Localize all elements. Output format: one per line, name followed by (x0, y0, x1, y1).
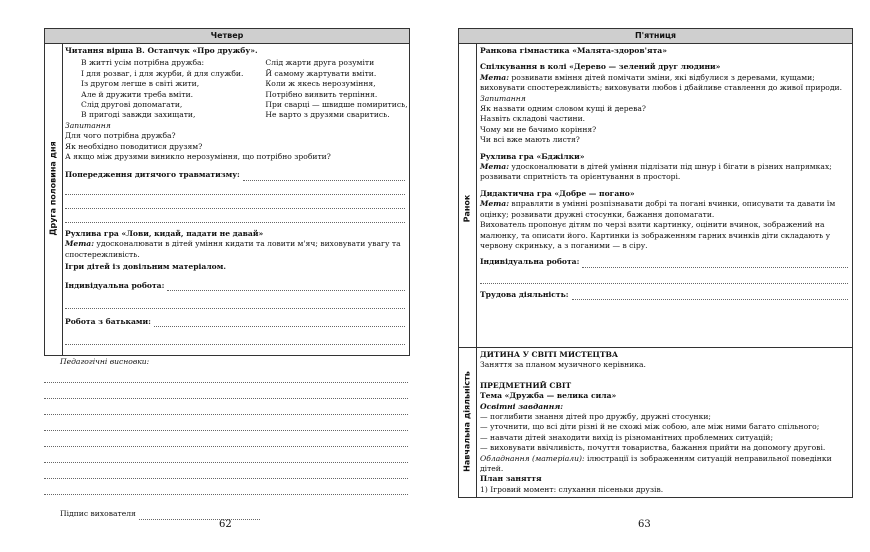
question: Для чого потрібна дружба? (65, 131, 176, 141)
bees-goal (480, 162, 848, 183)
goal-text: вправляти в умінні розпізнавати добрі та погані вчинки, описувати та давати їм оцінку; розвивати дружні стосунки, бажання допомагати. (480, 199, 836, 219)
goal-text: розвивати вміння дітей помічати зміни, які відбулися з деревами, кущами; виховувати спостережливість; виховувати любов і дбайливе ставлення до живої природи. (480, 72, 843, 93)
poem-line: В пригоді завжди захищати, (81, 110, 196, 120)
day-header-friday: П'ятниця (459, 29, 852, 44)
poem-column-2 (265, 58, 407, 120)
friday-table (458, 28, 853, 498)
dotted-line[interactable] (44, 405, 408, 415)
goal-text: удосконалювати в дітей уміння кидати та ловити м'яч; виховувати увагу та спостережливість. (65, 239, 401, 259)
didactic-title: Дидактична гра «Добре — погано» (480, 188, 635, 198)
dotted-line[interactable] (65, 199, 405, 209)
dotted-line[interactable] (44, 421, 408, 431)
thursday-table (44, 28, 410, 356)
morning-label-cell (459, 44, 477, 374)
gymnastics-title: Ранкова гімнастика «Малята-здоров'ята» (480, 46, 667, 55)
task: — уточнити, що всі діти різні й не схожі між собою, але між ними багато спільного; (480, 422, 820, 432)
question: Як необхідно поводитися друзям? (65, 141, 203, 151)
dotted-line[interactable] (44, 373, 408, 383)
poem-line: Не варто з друзями сваритись. (265, 110, 390, 120)
question: А якщо між друзями виникло нерозуміння, що потрібно зробити? (65, 152, 331, 162)
equipment-text: ілюстрації із зображенням ситуацій неправильної поведінки дітей. (480, 453, 832, 474)
individual-label: Індивідуальна робота: (65, 280, 165, 290)
reading-title: Читання вірша В. Остапчук «Про дружбу». (65, 46, 258, 55)
equipment-label: Обладнання (матеріали): (480, 453, 585, 463)
day-header-thursday: Четвер (45, 29, 409, 44)
plan-item: 1) Ігровий момент: слухання пісеньки друзів. (480, 484, 664, 494)
afternoon-content (65, 46, 408, 345)
conclusions-label: Педагогічні висновки: (60, 357, 150, 366)
tasks-title: Освітні завдання: (480, 401, 564, 411)
injury-row (65, 170, 405, 180)
subject-title: ПРЕДМЕТНИЙ СВІТ (480, 380, 572, 390)
question: Чи всі вже мають листя? (480, 135, 580, 145)
goal-label: Мета: (480, 162, 509, 172)
labor-row (480, 290, 848, 300)
poem-line: Потрібно виявить терпіння. (265, 89, 378, 99)
conclusions-section (44, 357, 408, 520)
dotted-line[interactable] (65, 213, 405, 223)
side-label-study: Навчальна діяльність (462, 371, 472, 472)
individual-row (65, 281, 405, 291)
dotted-line[interactable] (44, 469, 408, 479)
poem-line: В житті усім потрібна дружба: (81, 58, 205, 68)
page-number-right: 63 (638, 519, 651, 530)
bees-title: Рухлива гра «Бджілки» (480, 151, 585, 161)
poem-line: Із другом легше в світі жити, (81, 79, 200, 89)
topic: Тема «Дружба — велика сила» (480, 391, 617, 401)
circle-goal (480, 73, 848, 94)
dotted-line[interactable] (480, 274, 848, 284)
section-divider (459, 347, 852, 348)
equipment (480, 454, 848, 475)
didactic-goal (480, 199, 848, 220)
individual-fill-line[interactable] (167, 282, 405, 291)
poem-line: Й самому жартувати вміти. (265, 68, 377, 78)
side-label-cell (45, 44, 63, 355)
individual-fill-line[interactable] (582, 259, 848, 268)
poem-line: Слід другові допомагати, (81, 100, 183, 110)
labor-fill-line[interactable] (572, 291, 848, 300)
game-title: Рухлива гра «Лови, кидай, падати не давай» (65, 228, 264, 238)
poem-line: Слід жарти друга розуміти (265, 58, 375, 68)
side-label-morning: Ранок (462, 194, 472, 223)
poem (65, 58, 408, 120)
circle-title: Спілкування в колі «Дерево — зелений друг людини» (480, 62, 721, 72)
task: — поглибити знання дітей про дружбу, дружні стосунки; (480, 412, 711, 422)
signature-label: Підпис вихователя (60, 509, 136, 519)
dotted-line[interactable] (65, 335, 405, 345)
goal-label: Мета: (65, 239, 94, 249)
goal-label: Мета: (480, 199, 509, 209)
free-play: Ігри дітей із довільним матеріалом. (65, 262, 226, 272)
dotted-line[interactable] (44, 437, 408, 447)
poem-column-1 (81, 58, 243, 120)
labor-label: Трудова діяльність: (480, 289, 569, 299)
art-text: Заняття за планом музичного керівника. (480, 360, 646, 370)
task: — навчати дітей знаходити вихід із різноманітних проблемних ситуацій; (480, 432, 774, 442)
injury-fill-line[interactable] (243, 172, 405, 181)
poem-line: Але й дружити треба вміти. (81, 89, 194, 99)
question: Назвіть складові частини. (480, 114, 586, 124)
study-label-cell (459, 347, 477, 497)
dotted-line[interactable] (44, 485, 408, 495)
didactic-description: Вихователь пропонує дітям по черзі взяти картинку, оцінити вчинок, зображений на малюнку, та описати його. Картинки із зображенням гарних вчинків діти складають у червону скриньку, а з поганими — в сіру. (480, 220, 831, 250)
dotted-line[interactable] (44, 453, 408, 463)
dotted-line[interactable] (44, 389, 408, 399)
question: Як назвати одним словом кущі й дерева? (480, 104, 646, 114)
parents-label: Робота з батьками: (65, 316, 151, 326)
question: Чому ми не бачимо коріння? (480, 124, 597, 134)
poem-line: При сварці — швидше помиритись, (265, 100, 408, 110)
questions-title: Запитання (65, 120, 111, 130)
dotted-line[interactable] (65, 185, 405, 195)
questions-title: Запитання (480, 93, 526, 103)
dotted-line[interactable] (65, 299, 405, 309)
parents-fill-line[interactable] (154, 318, 405, 327)
individual-row (480, 257, 848, 267)
page-number-left: 62 (219, 519, 232, 530)
parents-row (65, 317, 405, 327)
study-content (480, 350, 848, 495)
morning-content (480, 46, 848, 300)
game-goal (65, 239, 405, 260)
plan-title: План заняття (480, 474, 542, 484)
right-page (435, 0, 870, 552)
poem-line: І для розваг, і для журби, й для служби. (81, 68, 244, 78)
task: — виховувати ввічливість, почуття товариства, бажання прийти на допомогу другові. (480, 443, 826, 453)
injury-label: Попередження дитячого травматизму: (65, 170, 240, 180)
signature-fill-line[interactable] (139, 511, 260, 520)
goal-label: Мета: (480, 72, 509, 82)
individual-label: Індивідуальна робота: (480, 257, 580, 267)
goal-text: удосконалювати в дітей уміння підлізати під шнур і бігати в різних напрямках; розвивати спритність та орієнтування в просторі. (480, 162, 832, 182)
art-title: ДИТИНА У СВІТІ МИСТЕЦТВА (480, 350, 619, 359)
poem-line: Коли ж якесь нерозуміння, (265, 79, 376, 89)
side-label-afternoon: Друга половина дня (48, 141, 58, 236)
